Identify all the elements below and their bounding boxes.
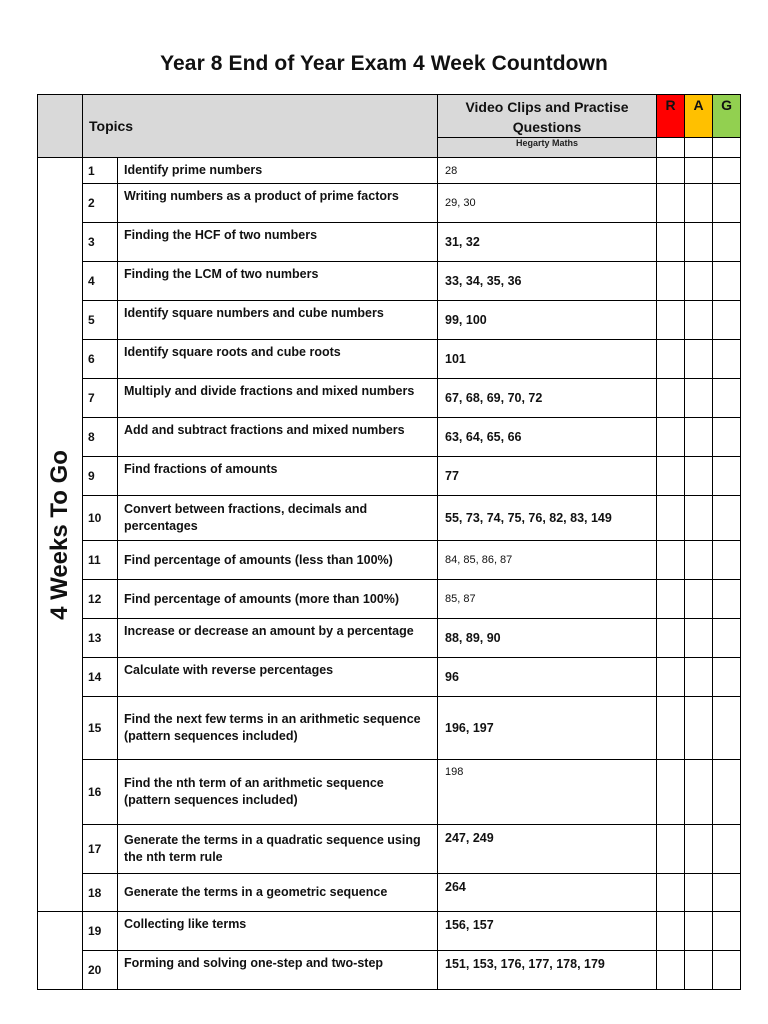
rag-g-checkbox[interactable] (713, 541, 741, 580)
table-row (38, 158, 741, 184)
rag-r-checkbox[interactable] (657, 379, 685, 418)
table-row (38, 379, 741, 418)
video-clips-header (438, 95, 657, 138)
topic-cell: Find the nth term of an arithmetic sequence (pattern sequences included) (118, 760, 438, 825)
row-number: 12 (83, 580, 118, 619)
rag-r-checkbox[interactable] (657, 340, 685, 379)
topic-cell: Find percentage of amounts (less than 100%) (118, 541, 438, 580)
clips-cell: 88, 89, 90 (438, 619, 657, 658)
clips-cell: 85, 87 (438, 580, 657, 619)
row-number: 15 (83, 697, 118, 760)
rag-r-checkbox[interactable] (657, 301, 685, 340)
table-row (38, 874, 741, 912)
rag-g-checkbox[interactable] (713, 825, 741, 874)
topic-cell: Identify prime numbers (118, 158, 438, 184)
row-number: 14 (83, 658, 118, 697)
rag-a-checkbox[interactable] (685, 912, 713, 951)
clips-cell: 31, 32 (438, 223, 657, 262)
rag-g-checkbox[interactable] (713, 580, 741, 619)
rag-g-checkbox[interactable] (713, 912, 741, 951)
rag-a-checkbox[interactable] (685, 619, 713, 658)
rag-g-checkbox[interactable] (713, 158, 741, 184)
row-number: 4 (83, 262, 118, 301)
rag-amber-header: A (685, 95, 713, 138)
table-row (38, 580, 741, 619)
rag-red-sub (657, 138, 685, 158)
clips-cell: 247, 249 (438, 825, 657, 874)
row-number: 20 (83, 951, 118, 990)
rag-r-checkbox[interactable] (657, 184, 685, 223)
row-number: 19 (83, 912, 118, 951)
side-label: 4 Weeks To Go (46, 449, 73, 620)
table-row (38, 760, 741, 825)
clips-cell: 151, 153, 176, 177, 178, 179 (438, 951, 657, 990)
rag-a-checkbox[interactable] (685, 158, 713, 184)
topic-cell: Collecting like terms (118, 912, 438, 951)
table-row (38, 184, 741, 223)
rag-r-checkbox[interactable] (657, 158, 685, 184)
table-row (38, 825, 741, 874)
rag-g-checkbox[interactable] (713, 340, 741, 379)
topic-cell: Generate the terms in a quadratic sequence using the nth term rule (118, 825, 438, 874)
clips-cell: 156, 157 (438, 912, 657, 951)
topic-cell: Generate the terms in a geometric sequence (118, 874, 438, 912)
row-number: 5 (83, 301, 118, 340)
row-number: 16 (83, 760, 118, 825)
rag-a-checkbox[interactable] (685, 874, 713, 912)
topics-header: Topics (83, 95, 438, 158)
rag-r-checkbox[interactable] (657, 825, 685, 874)
table-row (38, 301, 741, 340)
topic-cell: Finding the HCF of two numbers (118, 223, 438, 262)
topic-cell: Find fractions of amounts (118, 457, 438, 496)
rag-r-checkbox[interactable] (657, 619, 685, 658)
row-number: 17 (83, 825, 118, 874)
video-subheader: Hegarty Maths (438, 138, 657, 158)
table-row (38, 496, 741, 541)
rag-g-checkbox[interactable] (713, 496, 741, 541)
rag-amber-sub (685, 138, 713, 158)
rag-r-checkbox[interactable] (657, 262, 685, 301)
rag-g-checkbox[interactable] (713, 619, 741, 658)
rag-a-checkbox[interactable] (685, 580, 713, 619)
clips-cell: 101 (438, 340, 657, 379)
table-row (38, 697, 741, 760)
topic-cell: Identify square roots and cube roots (118, 340, 438, 379)
table-row (38, 457, 741, 496)
rag-g-checkbox[interactable] (713, 760, 741, 825)
clips-cell: 196, 197 (438, 697, 657, 760)
table-row (38, 658, 741, 697)
rag-g-checkbox[interactable] (713, 457, 741, 496)
rag-g-checkbox[interactable] (713, 262, 741, 301)
clips-cell: 96 (438, 658, 657, 697)
table-row (38, 951, 741, 990)
clips-cell: 63, 64, 65, 66 (438, 418, 657, 457)
rag-r-checkbox[interactable] (657, 541, 685, 580)
countdown-table (37, 94, 741, 990)
rag-red-header: R (657, 95, 685, 138)
rag-r-checkbox[interactable] (657, 418, 685, 457)
rag-a-checkbox[interactable] (685, 262, 713, 301)
rag-a-checkbox[interactable] (685, 496, 713, 541)
topic-cell: Forming and solving one-step and two-step (118, 951, 438, 990)
rag-a-checkbox[interactable] (685, 760, 713, 825)
rag-a-checkbox[interactable] (685, 697, 713, 760)
row-number: 3 (83, 223, 118, 262)
rag-a-checkbox[interactable] (685, 184, 713, 223)
table-row (38, 418, 741, 457)
table-row (38, 619, 741, 658)
topic-cell: Identify square numbers and cube numbers (118, 301, 438, 340)
clips-cell: 99, 100 (438, 301, 657, 340)
row-number: 8 (83, 418, 118, 457)
clips-cell: 264 (438, 874, 657, 912)
rag-a-checkbox[interactable] (685, 301, 713, 340)
rag-r-checkbox[interactable] (657, 951, 685, 990)
topic-cell: Find percentage of amounts (more than 100%) (118, 580, 438, 619)
rag-g-checkbox[interactable] (713, 658, 741, 697)
row-number: 13 (83, 619, 118, 658)
rag-r-checkbox[interactable] (657, 580, 685, 619)
topic-cell: Find the next few terms in an arithmetic sequence (pattern sequences included) (118, 697, 438, 760)
row-number: 9 (83, 457, 118, 496)
rag-r-checkbox[interactable] (657, 874, 685, 912)
rag-green-sub (713, 138, 741, 158)
table-row (38, 912, 741, 951)
topic-cell: Increase or decrease an amount by a percentage (118, 619, 438, 658)
page-title: Year 8 End of Year Exam 4 Week Countdown (160, 52, 608, 75)
clips-cell: 33, 34, 35, 36 (438, 262, 657, 301)
clips-cell: 67, 68, 69, 70, 72 (438, 379, 657, 418)
rag-r-checkbox[interactable] (657, 457, 685, 496)
table-row (38, 262, 741, 301)
row-number: 2 (83, 184, 118, 223)
rag-g-checkbox[interactable] (713, 184, 741, 223)
corner-cell (38, 95, 83, 158)
rag-r-checkbox[interactable] (657, 496, 685, 541)
topic-cell: Calculate with reverse percentages (118, 658, 438, 697)
clips-cell: 84, 85, 86, 87 (438, 541, 657, 580)
rag-a-checkbox[interactable] (685, 951, 713, 990)
table-row (38, 340, 741, 379)
row-number: 18 (83, 874, 118, 912)
rag-g-checkbox[interactable] (713, 951, 741, 990)
clips-cell: 77 (438, 457, 657, 496)
topic-cell: Convert between fractions, decimals and percentages (118, 496, 438, 541)
rag-a-checkbox[interactable] (685, 418, 713, 457)
clips-cell: 29, 30 (438, 184, 657, 223)
video-header-line1: Video Clips and Practise (465, 99, 629, 115)
rag-g-checkbox[interactable] (713, 379, 741, 418)
topic-cell: Add and subtract fractions and mixed numbers (118, 418, 438, 457)
rag-a-checkbox[interactable] (685, 379, 713, 418)
row-number: 7 (83, 379, 118, 418)
row-number: 10 (83, 496, 118, 541)
table-row (38, 541, 741, 580)
rag-a-checkbox[interactable] (685, 223, 713, 262)
rag-g-checkbox[interactable] (713, 223, 741, 262)
side-label-cell (38, 158, 83, 912)
side-blank-cell (38, 912, 83, 990)
rag-r-checkbox[interactable] (657, 760, 685, 825)
topic-cell: Multiply and divide fractions and mixed numbers (118, 379, 438, 418)
table-row (38, 223, 741, 262)
rag-green-header: G (713, 95, 741, 138)
rag-g-checkbox[interactable] (713, 697, 741, 760)
rag-r-checkbox[interactable] (657, 658, 685, 697)
rag-a-checkbox[interactable] (685, 825, 713, 874)
topic-cell: Writing numbers as a product of prime factors (118, 184, 438, 223)
clips-cell: 28 (438, 158, 657, 184)
row-number: 6 (83, 340, 118, 379)
row-number: 11 (83, 541, 118, 580)
rag-a-checkbox[interactable] (685, 457, 713, 496)
rag-g-checkbox[interactable] (713, 418, 741, 457)
clips-cell: 55, 73, 74, 75, 76, 82, 83, 149 (438, 496, 657, 541)
rag-a-checkbox[interactable] (685, 340, 713, 379)
rag-r-checkbox[interactable] (657, 697, 685, 760)
rag-g-checkbox[interactable] (713, 301, 741, 340)
row-number: 1 (83, 158, 118, 184)
topic-cell: Finding the LCM of two numbers (118, 262, 438, 301)
rag-a-checkbox[interactable] (685, 658, 713, 697)
clips-cell: 198 (438, 760, 657, 825)
rag-a-checkbox[interactable] (685, 541, 713, 580)
rag-r-checkbox[interactable] (657, 223, 685, 262)
rag-g-checkbox[interactable] (713, 874, 741, 912)
video-header-line2: Questions (512, 119, 582, 135)
rag-r-checkbox[interactable] (657, 912, 685, 951)
